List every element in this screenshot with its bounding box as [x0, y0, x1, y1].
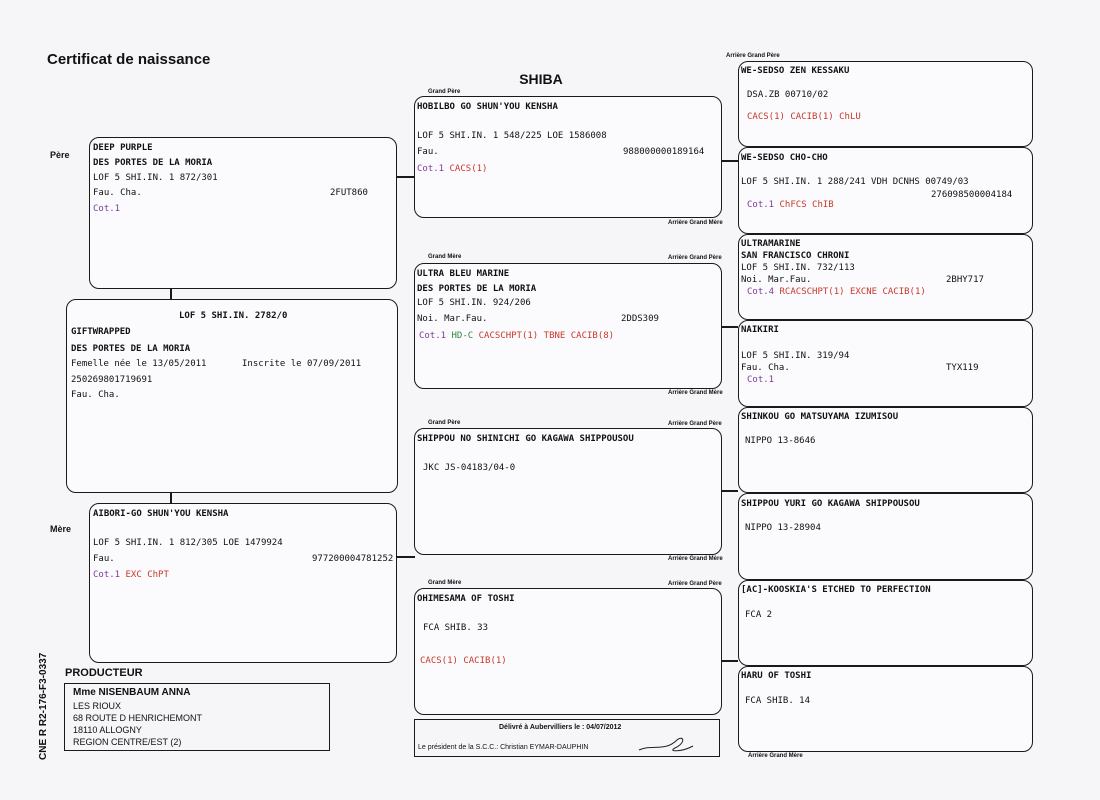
agp3-box	[738, 407, 1033, 493]
vertical-reference: CNE R R2-176-F3-0337	[38, 652, 49, 760]
agp4-registration: FCA 2	[745, 610, 773, 620]
father-registration: LOF 5 SHI.IN. 1 872/301	[93, 173, 218, 183]
pgf-chip: 988000000189164	[623, 147, 705, 157]
mgf-registration: JKC JS-04183/04-0	[423, 463, 516, 473]
agp2-name: ULTRAMARINE	[741, 239, 801, 249]
pgm-kennel: DES PORTES DE LA MORIA	[417, 284, 537, 294]
agm3-box	[738, 493, 1033, 580]
mother-box	[89, 503, 397, 663]
label-arriere-grand-mere-2: Arrière Grand Mère	[668, 390, 723, 396]
agp2-kennel: SAN FRANCISCO CHRONI	[741, 251, 850, 261]
agp2-titles: Cot.4 RCACSCHPT(1) EXCNE CACIB(1)	[747, 287, 926, 297]
delivery-issued: Délivré à Aubervilliers le : 04/07/2012	[499, 724, 622, 731]
mgf-name: SHIPPOU NO SHINICHI GO KAGAWA SHIPPOUSOU	[417, 434, 634, 444]
maternal-grandfather-box	[414, 428, 722, 555]
mgm-titles: CACS(1) CACIB(1)	[420, 656, 507, 666]
agm2-box	[738, 320, 1033, 407]
agm3-registration: NIPPO 13-28904	[745, 523, 821, 533]
agm4-registration: FCA SHIB. 14	[745, 696, 811, 706]
producer-address-4: REGION CENTRE/EST (2)	[73, 737, 182, 747]
delivery-president: Le président de la S.C.C.: Christian EYMAR-DAUPHIN	[418, 744, 589, 751]
label-arriere-grand-mere-3: Arrière Grand Mère	[668, 556, 723, 562]
father-tattoo: 2FUT860	[330, 188, 368, 198]
pgm-color: Noi. Mar.Fau.	[417, 314, 488, 324]
label-grand-pere-2: Grand Père	[428, 420, 461, 426]
pgf-registration: LOF 5 SHI.IN. 1 548/225 LOE 1586008	[417, 131, 607, 141]
subject-name: GIFTWRAPPED	[71, 327, 131, 337]
label-grand-mere-2: Grand Mère	[428, 580, 462, 586]
father-kennel: DES PORTES DE LA MORIA	[93, 158, 213, 168]
paternal-grandmother-box	[414, 263, 722, 389]
pgm-titles: Cot.1 HD-C CACSCHPT(1) TBNE CACIB(8)	[419, 331, 615, 341]
mother-name: AIBORI-GO SHUN'YOU KENSHA	[93, 509, 229, 519]
paternal-grandfather-box	[414, 96, 722, 218]
agm2-registration: LOF 5 SHI.IN. 319/94	[741, 351, 850, 361]
pgm-name: ULTRA BLEU MARINE	[417, 269, 510, 279]
mere-side-label: Mère	[50, 524, 72, 534]
father-box	[89, 137, 397, 289]
pgf-titles: Cot.1 CACS(1)	[417, 164, 488, 174]
subject-registered: Inscrite le 07/09/2011	[242, 359, 362, 369]
subject-registration: LOF 5 SHI.IN. 2782/0	[179, 311, 288, 321]
subject-kennel: DES PORTES DE LA MORIA	[71, 344, 191, 354]
producer-address-1: LES RIOUX	[73, 701, 122, 711]
agm2-tattoo: TYX119	[946, 363, 979, 373]
father-cotation: Cot.1	[93, 204, 121, 214]
agp2-box	[738, 234, 1033, 320]
mother-color: Fau.	[93, 554, 115, 564]
subject-box	[66, 299, 398, 493]
pgm-tattoo: 2DDS309	[621, 314, 659, 324]
label-arriere-grand-pere-4: Arrière Grand Père	[668, 581, 722, 587]
pgm-registration: LOF 5 SHI.IN. 924/206	[417, 298, 531, 308]
label-arriere-grand-pere-3: Arrière Grand Père	[668, 421, 722, 427]
agp2-registration: LOF 5 SHI.IN. 732/113	[741, 263, 855, 273]
mgm-name: OHIMESAMA OF TOSHI	[417, 594, 515, 604]
agp2-color: Noi. Mar.Fau.	[741, 275, 812, 285]
agm1-chip: 276098500004184	[931, 190, 1013, 200]
agm2-cotation: Cot.1	[747, 375, 775, 385]
mother-registration: LOF 5 SHI.IN. 1 812/305 LOE 1479924	[93, 538, 283, 548]
agp1-registration: DSA.ZB 00710/02	[747, 90, 829, 100]
label-arriere-grand-mere-1: Arrière Grand Mère	[668, 220, 723, 226]
breed-title: SHIBA	[519, 71, 563, 87]
agm4-box	[738, 666, 1033, 752]
agm1-box	[738, 147, 1033, 234]
label-grand-mere-1: Grand Mère	[428, 254, 462, 260]
label-arriere-grand-pere-1: Arrière Grand Père	[726, 53, 780, 59]
pgf-name: HOBILBO GO SHUN'YOU KENSHA	[417, 102, 558, 112]
agp3-name: SHINKOU GO MATSUYAMA IZUMISOU	[741, 412, 899, 422]
signature-icon	[637, 732, 697, 756]
producer-label: PRODUCTEUR	[65, 667, 143, 679]
agm2-name: NAIKIRI	[741, 325, 779, 335]
label-arriere-grand-mere-4: Arrière Grand Mère	[748, 753, 803, 759]
producer-box	[64, 683, 330, 751]
subject-color: Fau. Cha.	[71, 390, 120, 400]
document-title: Certificat de naissance	[47, 51, 211, 68]
father-color: Fau. Cha.	[93, 188, 142, 198]
label-grand-pere-1: Grand Père	[428, 89, 461, 95]
agm1-name: WE-SEDSO CHO-CHO	[741, 153, 828, 163]
agm1-titles: Cot.1 ChFCS ChIB	[747, 200, 834, 210]
agm4-name: HARU OF TOSHI	[741, 671, 812, 681]
agm2-color: Fau. Cha.	[741, 363, 790, 373]
label-arriere-grand-pere-2: Arrière Grand Père	[668, 255, 722, 261]
subject-chip: 250269801719691	[71, 375, 153, 385]
delivery-box	[414, 719, 720, 757]
agp4-name: [AC]-KOOSKIA'S ETCHED TO PERFECTION	[741, 585, 931, 595]
pgf-color: Fau.	[417, 147, 439, 157]
mother-chip: 977200004781252	[312, 554, 394, 564]
maternal-grandmother-box	[414, 588, 722, 715]
agp2-tattoo: 2BHY717	[946, 275, 984, 285]
agp4-box	[738, 580, 1033, 666]
father-name: DEEP PURPLE	[93, 143, 153, 153]
mother-titles: Cot.1 EXC ChPT	[93, 570, 169, 580]
agp1-box	[738, 61, 1033, 147]
agp3-registration: NIPPO 13-8646	[745, 436, 816, 446]
agp1-name: WE-SEDSO ZEN KESSAKU	[741, 66, 850, 76]
agm1-registration: LOF 5 SHI.IN. 1 288/241 VDH DCNHS 00749/03	[741, 177, 969, 187]
agm3-name: SHIPPOU YURI GO KAGAWA SHIPPOUSOU	[741, 499, 920, 509]
pere-side-label: Père	[50, 150, 70, 160]
producer-address-3: 18110 ALLOGNY	[73, 725, 142, 735]
subject-birth: Femelle née le 13/05/2011	[71, 359, 207, 369]
producer-address-2: 68 ROUTE D HENRICHEMONT	[73, 713, 203, 723]
producer-name: Mme NISENBAUM ANNA	[73, 687, 191, 698]
agp1-titles: CACS(1) CACIB(1) ChLU	[747, 112, 861, 122]
mgm-registration: FCA SHIB. 33	[423, 623, 489, 633]
